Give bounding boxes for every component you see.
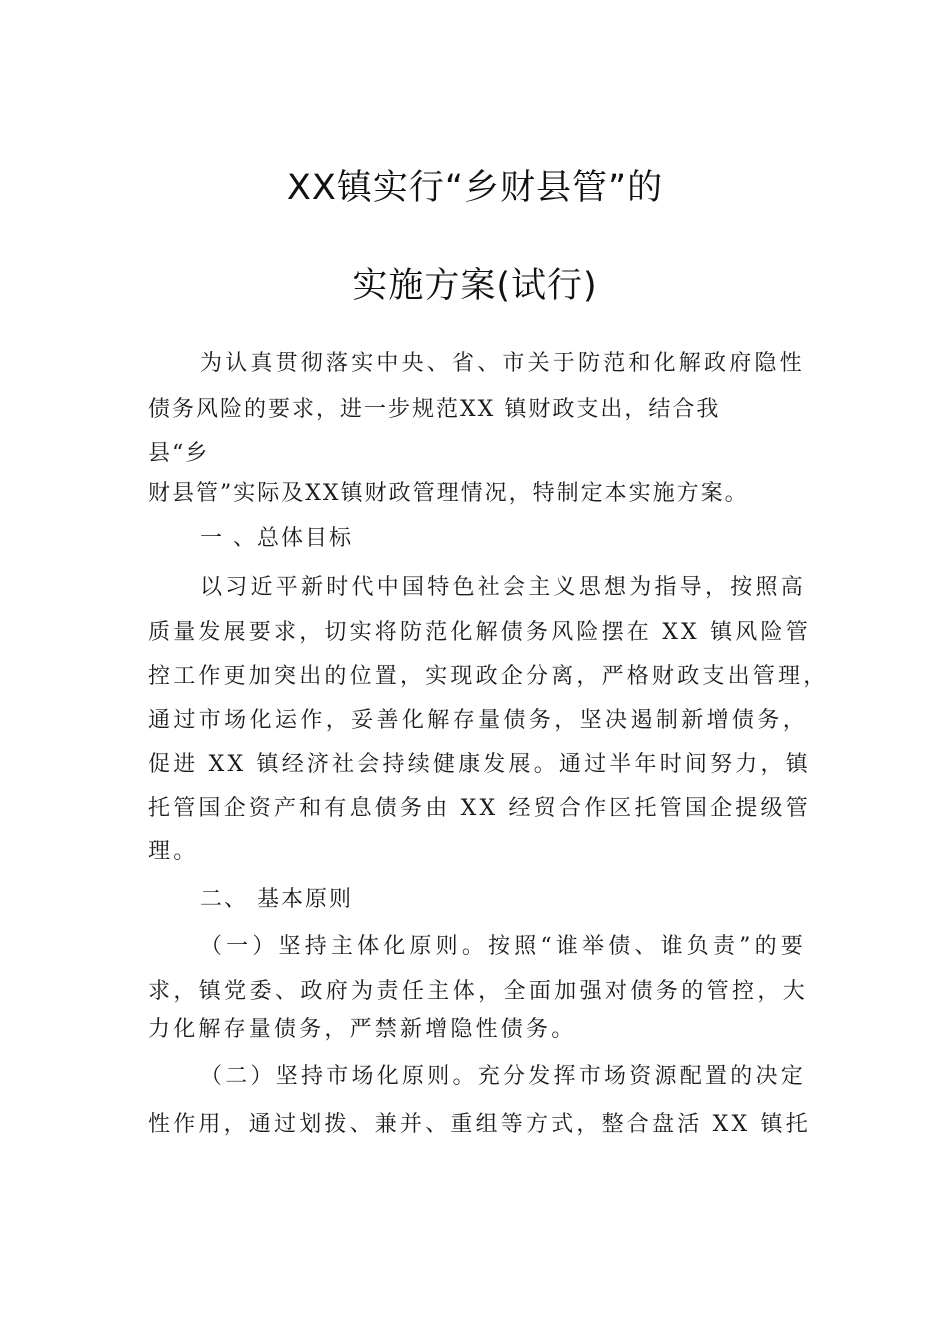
section-heading: 二、 基本原则: [200, 887, 353, 912]
paragraph-line: 控工作更加突出的位置，实现政企分离，严格财政支出管理，: [148, 664, 829, 689]
paragraph-line: 力化解存量债务，严禁新增隐性债务。: [148, 1017, 577, 1042]
section-heading: 一 、总体目标: [200, 526, 353, 551]
paragraph-line: 求，镇党委、政府为责任主体，全面加强对债务的管控，大: [148, 979, 808, 1004]
paragraph-line: （二）坚持市场化原则。充分发挥市场资源配置的决定: [200, 1064, 806, 1089]
paragraph-line: 质量发展要求，切实将防范化解债务风险摆在 XX 镇风险管: [148, 620, 811, 645]
paragraph-line: 促进 XX 镇经济社会持续健康发展。通过半年时间努力，镇: [148, 752, 811, 777]
paragraph-line: 性作用，通过划拨、兼并、重组等方式，整合盘活 XX 镇托: [148, 1112, 811, 1137]
paragraph-line: （一）坚持主体化原则。按照“谁举债、谁负责”的要: [200, 934, 806, 959]
paragraph-line: 县“乡: [148, 441, 210, 466]
paragraph-line: 理。: [148, 839, 199, 864]
paragraph-line: 为认真贯彻落实中央、省、市关于防范和化解政府隐性: [200, 351, 805, 376]
paragraph-line: 财县管”实际及XX镇财政管理情况，特制定本实施方案。: [148, 481, 749, 506]
paragraph-line: 托管国企资产和有息债务由 XX 经贸合作区托管国企提级管: [148, 796, 811, 821]
paragraph-line: 通过市场化运作，妥善化解存量债务，坚决遏制新增债务，: [148, 708, 808, 733]
paragraph-line: 以习近平新时代中国特色社会主义思想为指导，按照高: [200, 575, 806, 600]
paragraph-line: 债务风险的要求，进一步规范XX 镇财政支出，结合我: [148, 397, 721, 422]
document-title-line-2: 实施方案(试行): [352, 266, 598, 306]
document-title-line-1: XX镇实行“乡财县管”的: [286, 168, 664, 208]
